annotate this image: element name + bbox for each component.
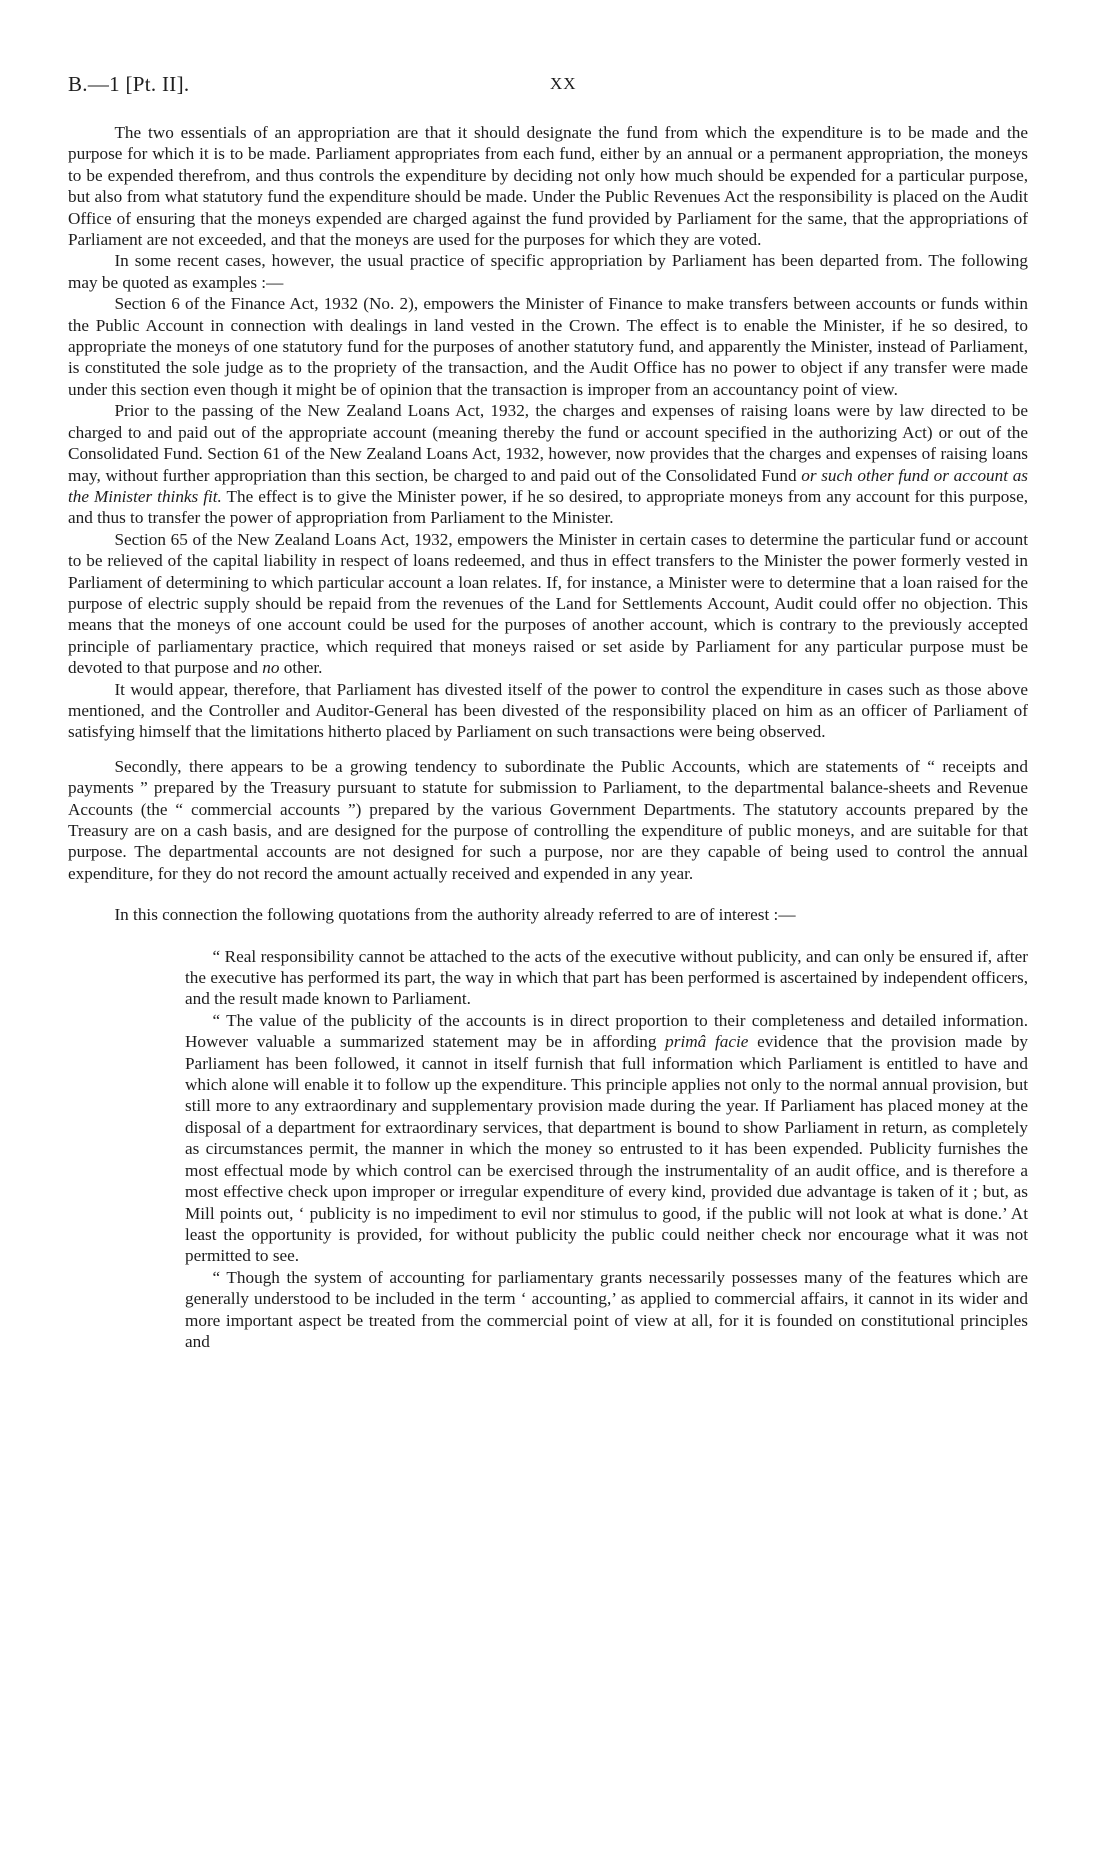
document-reference: B.—1 [Pt. II].: [68, 72, 190, 96]
paragraph-appropriation-essentials: The two essentials of an appropriation are that it should designate the fund from which the expenditure is to be made and the purpose for which it is to be made. Parliament appropriates from each fund, either by an annual or a permanent appropriation, the moneys to be expended therefrom, and thus controls the expenditure by deciding not only how much should be expended for a particular purpose, but also from what statutory fund the expenditure should be made. Under the Public Revenues Act the responsibility is placed on the Audit Office of ensuring that the moneys expended are charged against the fund provided by Parliament for the same, that the appropriations of Parliament are not exceeded, and that the moneys are used for the purposes for which they are voted.: [68, 123, 1028, 250]
paragraph-quotation-intro: In this connection the following quotations from the authority already referred to are of interest :—: [114, 905, 796, 925]
paragraph-public-accounts: Secondly, there appears to be a growing tendency to subordinate the Public Accounts, which are statements of “ receipts and payments ” prepared by the Treasury pursuant to statute for submission to Parliament, to the departmental balance-sheets and Revenue Accounts (the “ commercial accounts ”) prepared by the various Government Departments. The statutory accounts prepared by the Treasury are on a cash basis, and are designed for the purpose of controlling the expenditure of public moneys, and are suitable for that purpose. The departmental accounts are not designed for such a purpose, nor are they capable of being used to control the annual expenditure, for they do not record the amount actually received and expended in any year.: [68, 756, 1028, 883]
italic-phrase: no: [262, 658, 280, 678]
paragraph-loans-act-section-65: [68, 529, 1028, 679]
italic-phrase: or such other fund or account as the Minister thinks fit.: [68, 465, 1028, 506]
block-quotation: [185, 946, 1028, 1353]
quote-text: “ The value of the publicity of the accounts is in direct proportion to their completeness and detailed information. However valuable a summarized statement may be in affording: [185, 1010, 1028, 1052]
quote-paragraph-accounting: “ Though the system of accounting for parliamentary grants necessarily possesses many of the features which are generally understood to be included in the term ‘ accounting,’ as applied to commercial affairs, it cannot in its wider and more important aspect be treated from the commercial point of view at all, for it is founded on constitutional principles and: [185, 1267, 1028, 1351]
page-header: [68, 72, 1046, 102]
paragraph-text: Prior to the passing of the New Zealand Loans Act, 1932, the charges and expenses of raising loans were by law directed to be charged to and paid out of the appropriate account (meaning thereby the fund or account specified in the authorizing Act) or out of the Consolidated Fund. Section 61 of the New Zealand Loans Act, 1932, however, now provides that the charges and expenses of raising loans may, without further appropriation than this section, be charged to and paid out of the Consolidated Fund: [68, 401, 1028, 485]
paragraph-conclusion: It would appear, therefore, that Parliament has divested itself of the power to control the expenditure in cases such as those above mentioned, and the Controller and Auditor-General has been divested of the responsibility placed on him as an officer of Parliament of satisfying himself that the limitations hitherto placed by Parliament on such transactions were being observed.: [68, 679, 1028, 742]
paragraph-finance-act-section-6: Section 6 of the Finance Act, 1932 (No. 2), empowers the Minister of Finance to make transfers between accounts or funds within the Public Account in connection with dealings in land vested in the Crown. The effect is to enable the Minister, if he so desired, to appropriate the moneys of one statutory fund for the purposes of another statutory fund, and apparently the Minister, instead of Parliament, is constituted the sole judge as to the propriety of the transaction, and the Audit Office has no power to object if any transfer were made under this section even though it might be of opinion that the transaction is improper from an accountancy point of view.: [68, 294, 1028, 399]
quote-text: evidence that the provision made by Parliament has been followed, it cannot in itself furnish that full information which Parliament is entitled to have and which alone will enable it to follow up the expenditure. This principle applies not only to the normal annual provision, but still more to any extraordinary and supplementary provision made during the year. If Parliament has placed money at the disposal of a department for extraordinary services, that department is bound to show Parliament in return, as completely as circumstances permit, the manner in which the money so entrusted to it has been expended. Publicity furnishes the most effectual mode by which control can be exercised through the instrumentality of an audit office, and is therefore a most effective check upon improper or irregular expenditure of every kind, provided due advantage is taken of it ; but, as Mill points out, ‘ publicity is no impediment to evil nor stimulus to good, if the public will not look at what is done.’ At least the opportunity is provided, for without publicity the public could neither check nor encourage what it was not permitted to see.: [185, 1032, 1029, 1266]
body-text: [68, 122, 1028, 1352]
paragraph-recent-cases: In some recent cases, however, the usual practice of specific appropriation by Parliament has been departed from. The following may be quoted as examples :—: [68, 251, 1028, 292]
paragraph-loans-act-section-61: [68, 400, 1028, 528]
italic-phrase: primâ facie: [665, 1032, 749, 1052]
quote-paragraph-publicity: [185, 1010, 1028, 1267]
paragraph-text: The effect is to give the Minister power, if he so desired, to appropriate moneys from any account for this purpose, and thus to transfer the power of appropriation from Parliament to the Minister.: [68, 486, 1028, 528]
page-number: XX: [550, 74, 577, 93]
paragraph-text: Section 65 of the New Zealand Loans Act, 1932, empowers the Minister in certain cases to determine the particular fund or account to be relieved of the capital liability in respect of loans redeemed, and thus in effect transfers to the Minister the power formerly vested in Parliament of determining to which particular account a loan relates. If, for instance, a Minister were to determine that a loan raised for the purpose of electric supply should be repaid from the revenues of the Land for Settlements Account, Audit could offer no objection. This means that the moneys of one account could be used for the purposes of another account, which is contrary to the previously accepted principle of parliamentary practice, which required that moneys raised or set aside by Parliament for any particular purpose must be devoted to that purpose and: [68, 529, 1028, 678]
paragraph-text: other.: [279, 658, 323, 678]
quote-paragraph-responsibility: “ Real responsibility cannot be attached to the acts of the executive without publicity, and can only be ensured if, after the executive has performed its part, the way in which that part has been performed is ascertained by independent officers, and the result made known to Parliament.: [185, 946, 1028, 1009]
